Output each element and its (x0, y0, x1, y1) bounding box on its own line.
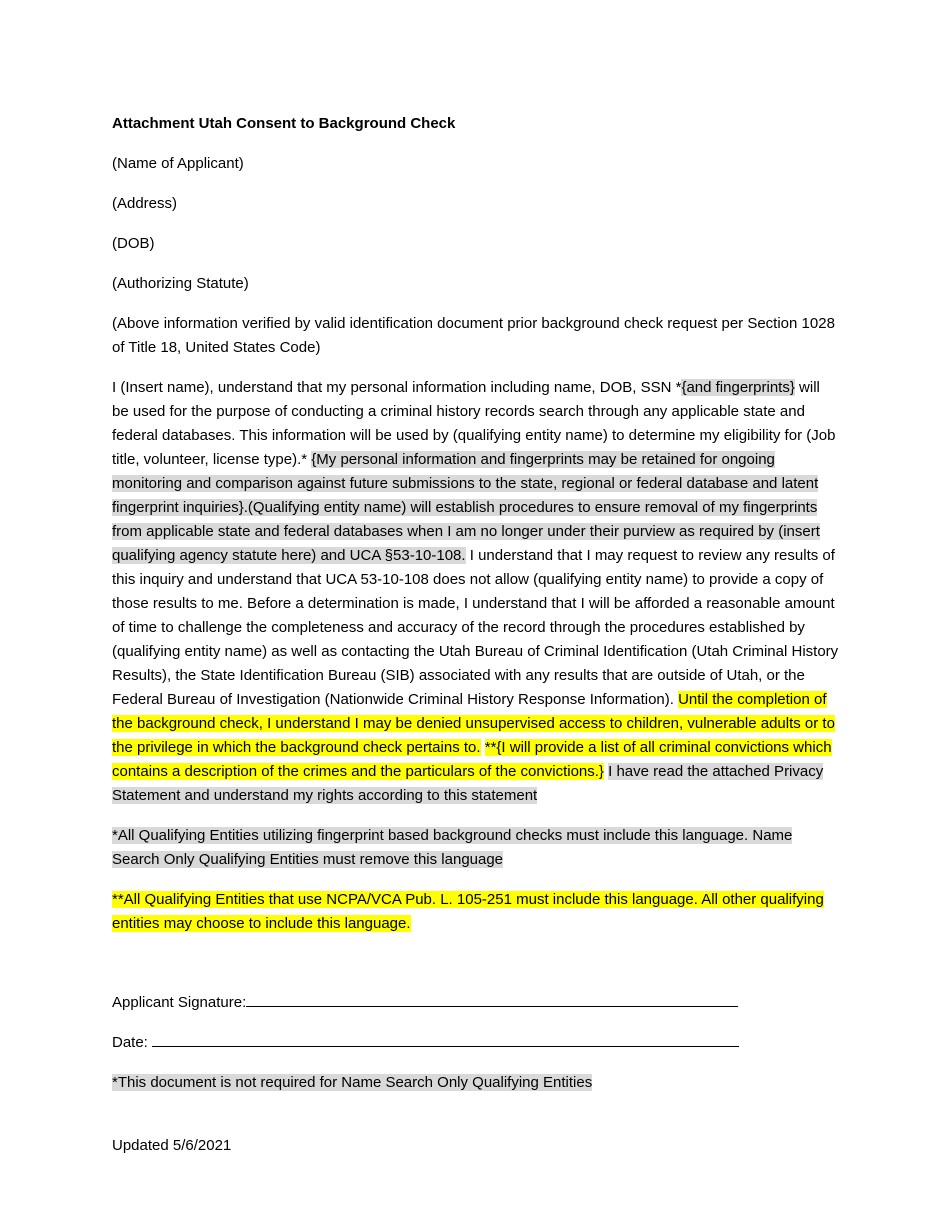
address-field: (Address) (112, 195, 178, 212)
not-required-note (112, 1071, 840, 1095)
fingerprints-highlight: {and fingerprints} (681, 379, 795, 396)
convictions-highlight: **{I will provide a list of all criminal convictions which contains a description of the crimes and the particulars of the convictions.} (112, 739, 832, 780)
applicant-name-field: (Name of Applicant) (112, 155, 244, 172)
dob-field: (DOB) (112, 235, 155, 252)
fingerprint-note-text: *All Qualifying Entities utilizing fingerprint based background checks must include this language. Name Search Only Qualifying Entities must remove this language (112, 827, 793, 868)
consent-text: I understand that I may request to review any results of this inquiry and understand that UCA 53-10-108 does not allow (qualifying entity name) to provide a copy of those results to me. Before a determination is made, I understand that I will be afforded a reasonable amount of time to challenge the completeness and accuracy of the record through the procedures established by (qualifying entity name) as well as contacting the Utah Bureau of Criminal Identification (Utah Criminal History Results), the State Identification Bureau (SIB) associated with any results that are outside of Utah, or the Federal Bureau of Investigation (Nationwide Criminal History Response Information). (112, 547, 839, 708)
updated-date: Updated 5/6/2021 (112, 1137, 232, 1154)
signature-line[interactable] (246, 992, 738, 1007)
document-body (112, 112, 840, 1158)
authorizing-statute-field: (Authorizing Statute) (112, 275, 249, 292)
consent-paragraph (112, 376, 840, 808)
ncpa-language-note (112, 888, 840, 936)
fingerprint-language-note (112, 824, 840, 872)
access-denial-highlight: Until the completion of the background check, I understand I may be denied unsupervised access to children, vulnerable adults or to the privilege in which the background check pertains to. (112, 691, 835, 756)
ncpa-note-text: **All Qualifying Entities that use NCPA/VCA Pub. L. 105-251 must include this language. All other qualifying entities may choose to include this language. (112, 891, 824, 932)
document-title: Attachment Utah Consent to Background Check (112, 115, 456, 132)
date-line[interactable] (152, 1032, 739, 1047)
retention-highlight: {My personal information and fingerprints may be retained for ongoing monitoring and comparison against future submissions to the state, regional or federal database and latent fingerprint inquiries}.(Qualifying entity name) will establish procedures to ensure removal of my fingerprints from applicable state and federal databases when I am no longer under their purview as required by (insert qualifying agency statute here) and UCA §53-10-108. (112, 451, 820, 564)
consent-text: I (Insert name), understand that my personal information including name, DOB, SSN * (112, 379, 682, 396)
consent-text: will be used for the purpose of conducting a criminal history records search through any applicable state and federal databases. This information will be used by (qualifying entity name) to determine my eligibility for (Job title, volunteer, license type).* (112, 379, 836, 468)
date-label: Date: (112, 1034, 148, 1051)
date-row (112, 1031, 840, 1055)
not-required-text: *This document is not required for Name Search Only Qualifying Entities (112, 1074, 593, 1091)
signature-label: Applicant Signature: (112, 994, 247, 1011)
verification-note: (Above information verified by valid identification document prior background check request per Section 1028 of Title 18, United States Code) (112, 315, 835, 356)
privacy-statement-highlight: I have read the attached Privacy Statement and understand my rights according to this statement (112, 763, 824, 804)
signature-row (112, 991, 840, 1015)
